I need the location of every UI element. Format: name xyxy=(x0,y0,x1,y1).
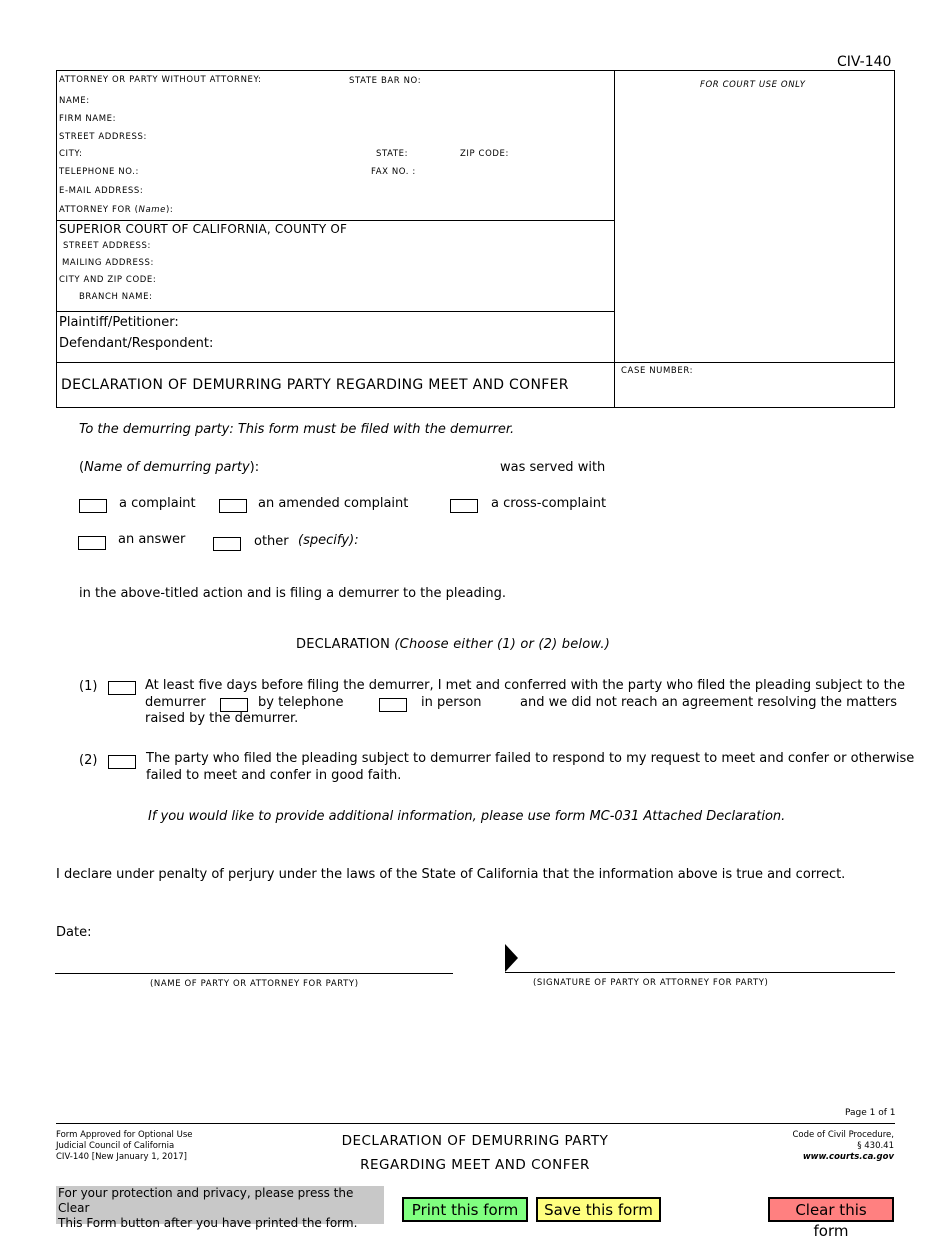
attorney-for-prefix: ATTORNEY FOR ( xyxy=(59,205,139,215)
privacy-line1: For your protection and privacy, please press the Clear xyxy=(58,1186,354,1215)
paren-close: ): xyxy=(249,460,260,475)
served-with-text: was served with xyxy=(500,460,606,475)
complaint-checkbox[interactable] xyxy=(79,499,107,513)
approved-text: Form Approved for Optional Use xyxy=(56,1130,193,1140)
divider-title xyxy=(56,362,895,363)
code-text: Code of Civil Procedure, xyxy=(792,1130,894,1140)
footer-title-line2: REGARDING MEET AND CONFER xyxy=(360,1157,590,1173)
court-title: SUPERIOR COURT OF CALIFORNIA, COUNTY OF xyxy=(59,222,348,236)
attorney-for-label xyxy=(59,205,173,215)
item1-demurrer: demurrer xyxy=(145,695,206,710)
declaration-heading xyxy=(296,637,610,652)
additional-info-text: If you would like to provide additional information, please use form MC-031 Attached Declaration. xyxy=(148,809,786,824)
other-checkbox[interactable] xyxy=(213,537,241,551)
privacy-notice xyxy=(56,1186,384,1230)
amended-complaint-checkbox[interactable] xyxy=(219,499,247,513)
signature-line xyxy=(505,972,895,973)
item2-checkbox[interactable] xyxy=(108,755,136,769)
in-person-label: in person xyxy=(421,695,482,710)
caption-box xyxy=(56,70,895,408)
firm-label: FIRM NAME: xyxy=(59,114,117,124)
city-label: CITY: xyxy=(59,149,83,159)
signature-label: (SIGNATURE OF PARTY OR ATTORNEY FOR PARTY) xyxy=(533,978,769,988)
caption-divider xyxy=(614,70,615,408)
answer-checkbox[interactable] xyxy=(78,536,106,550)
court-street-label: STREET ADDRESS: xyxy=(63,241,151,251)
divider-parties xyxy=(56,311,614,312)
privacy-line2: This Form button after you have printed the form. xyxy=(58,1216,358,1230)
answer-label: an answer xyxy=(118,532,186,547)
name-label: NAME: xyxy=(59,96,90,106)
state-label: STATE: xyxy=(376,149,409,159)
item1-text-c: raised by the demurrer. xyxy=(145,711,299,726)
revision-text: CIV-140 [New January 1, 2017] xyxy=(56,1152,187,1162)
attorney-for-close: ): xyxy=(166,205,174,215)
signature-arrow-icon xyxy=(505,944,519,972)
paren-open: ( xyxy=(79,460,85,475)
attorney-for-name: Name xyxy=(138,205,166,215)
cross-complaint-checkbox[interactable] xyxy=(450,499,478,513)
item1-number: (1) xyxy=(79,679,98,694)
item1-text-b: and we did not reach an agreement resolving the matters xyxy=(520,695,898,710)
page-number: Page 1 of 1 xyxy=(845,1108,896,1118)
plaintiff-label: Plaintiff/Petitioner: xyxy=(59,315,179,330)
section-text: § 430.41 xyxy=(857,1141,894,1151)
save-form-button[interactable]: Save this form xyxy=(536,1197,661,1222)
court-mailing-label: MAILING ADDRESS: xyxy=(62,258,154,268)
item2-text-b: failed to meet and confer in good faith. xyxy=(146,768,402,783)
amended-complaint-label: an amended complaint xyxy=(258,496,409,511)
email-label: E-MAIL ADDRESS: xyxy=(59,186,144,196)
form-title: DECLARATION OF DEMURRING PARTY REGARDING MEET AND CONFER xyxy=(61,377,569,393)
action-text: in the above-titled action and is filing a demurrer to the pleading. xyxy=(79,586,506,601)
demurring-party-name-label: Name of demurring party xyxy=(84,460,250,475)
declaration-heading-text: DECLARATION xyxy=(296,637,391,652)
print-form-button[interactable]: Print this form xyxy=(402,1197,528,1222)
item2-number: (2) xyxy=(79,753,98,768)
declaration-choose-text: (Choose either (1) or (2) below.) xyxy=(394,637,610,652)
zip-label: ZIP CODE: xyxy=(460,149,509,159)
date-label: Date: xyxy=(56,925,92,940)
footer-right xyxy=(792,1130,894,1163)
clear-form-button[interactable]: Clear this form xyxy=(768,1197,894,1222)
telephone-label: TELEPHONE NO.: xyxy=(59,167,139,177)
court-branch-label: BRANCH NAME: xyxy=(79,292,153,302)
form-id: CIV-140 xyxy=(837,54,892,70)
fax-label: FAX NO. : xyxy=(371,167,416,177)
perjury-statement: I declare under penalty of perjury under the laws of the State of California that the information above is true and correct. xyxy=(56,867,846,882)
defendant-label: Defendant/Respondent: xyxy=(59,336,214,351)
name-line xyxy=(55,973,453,974)
specify-label: (specify): xyxy=(298,533,359,548)
court-city-zip-label: CITY AND ZIP CODE: xyxy=(59,275,157,285)
website-text: www.courts.ca.gov xyxy=(802,1152,894,1162)
case-number-label: CASE NUMBER: xyxy=(621,366,694,376)
state-bar-label: STATE BAR NO: xyxy=(349,76,422,86)
other-label: other xyxy=(254,534,289,549)
council-text: Judicial Council of California xyxy=(56,1141,175,1151)
attorney-label: ATTORNEY OR PARTY WITHOUT ATTORNEY: xyxy=(59,75,262,85)
instruction-text: To the demurring party: This form must be filed with the demurrer. xyxy=(79,422,515,437)
complaint-label: a complaint xyxy=(119,496,196,511)
telephone-label: by telephone xyxy=(258,695,344,710)
item2-text-a: The party who filed the pleading subject to demurrer failed to respond to my request to meet and confer or otherwise xyxy=(146,751,915,766)
court-use-label: FOR COURT USE ONLY xyxy=(700,80,806,90)
in-person-checkbox[interactable] xyxy=(379,698,407,712)
divider-court xyxy=(56,220,614,221)
cross-complaint-label: a cross-complaint xyxy=(491,496,607,511)
item1-checkbox[interactable] xyxy=(108,681,136,695)
footer-rule xyxy=(56,1123,895,1124)
demurring-party-label xyxy=(79,460,259,475)
footer-title-line1: DECLARATION OF DEMURRING PARTY xyxy=(341,1133,609,1149)
item1-text-a: At least five days before filing the demurrer, I met and conferred with the party who filed the pleading subject to the xyxy=(145,678,905,693)
street-label: STREET ADDRESS: xyxy=(59,132,147,142)
name-party-label: (NAME OF PARTY OR ATTORNEY FOR PARTY) xyxy=(150,979,359,989)
telephone-checkbox[interactable] xyxy=(220,698,248,712)
